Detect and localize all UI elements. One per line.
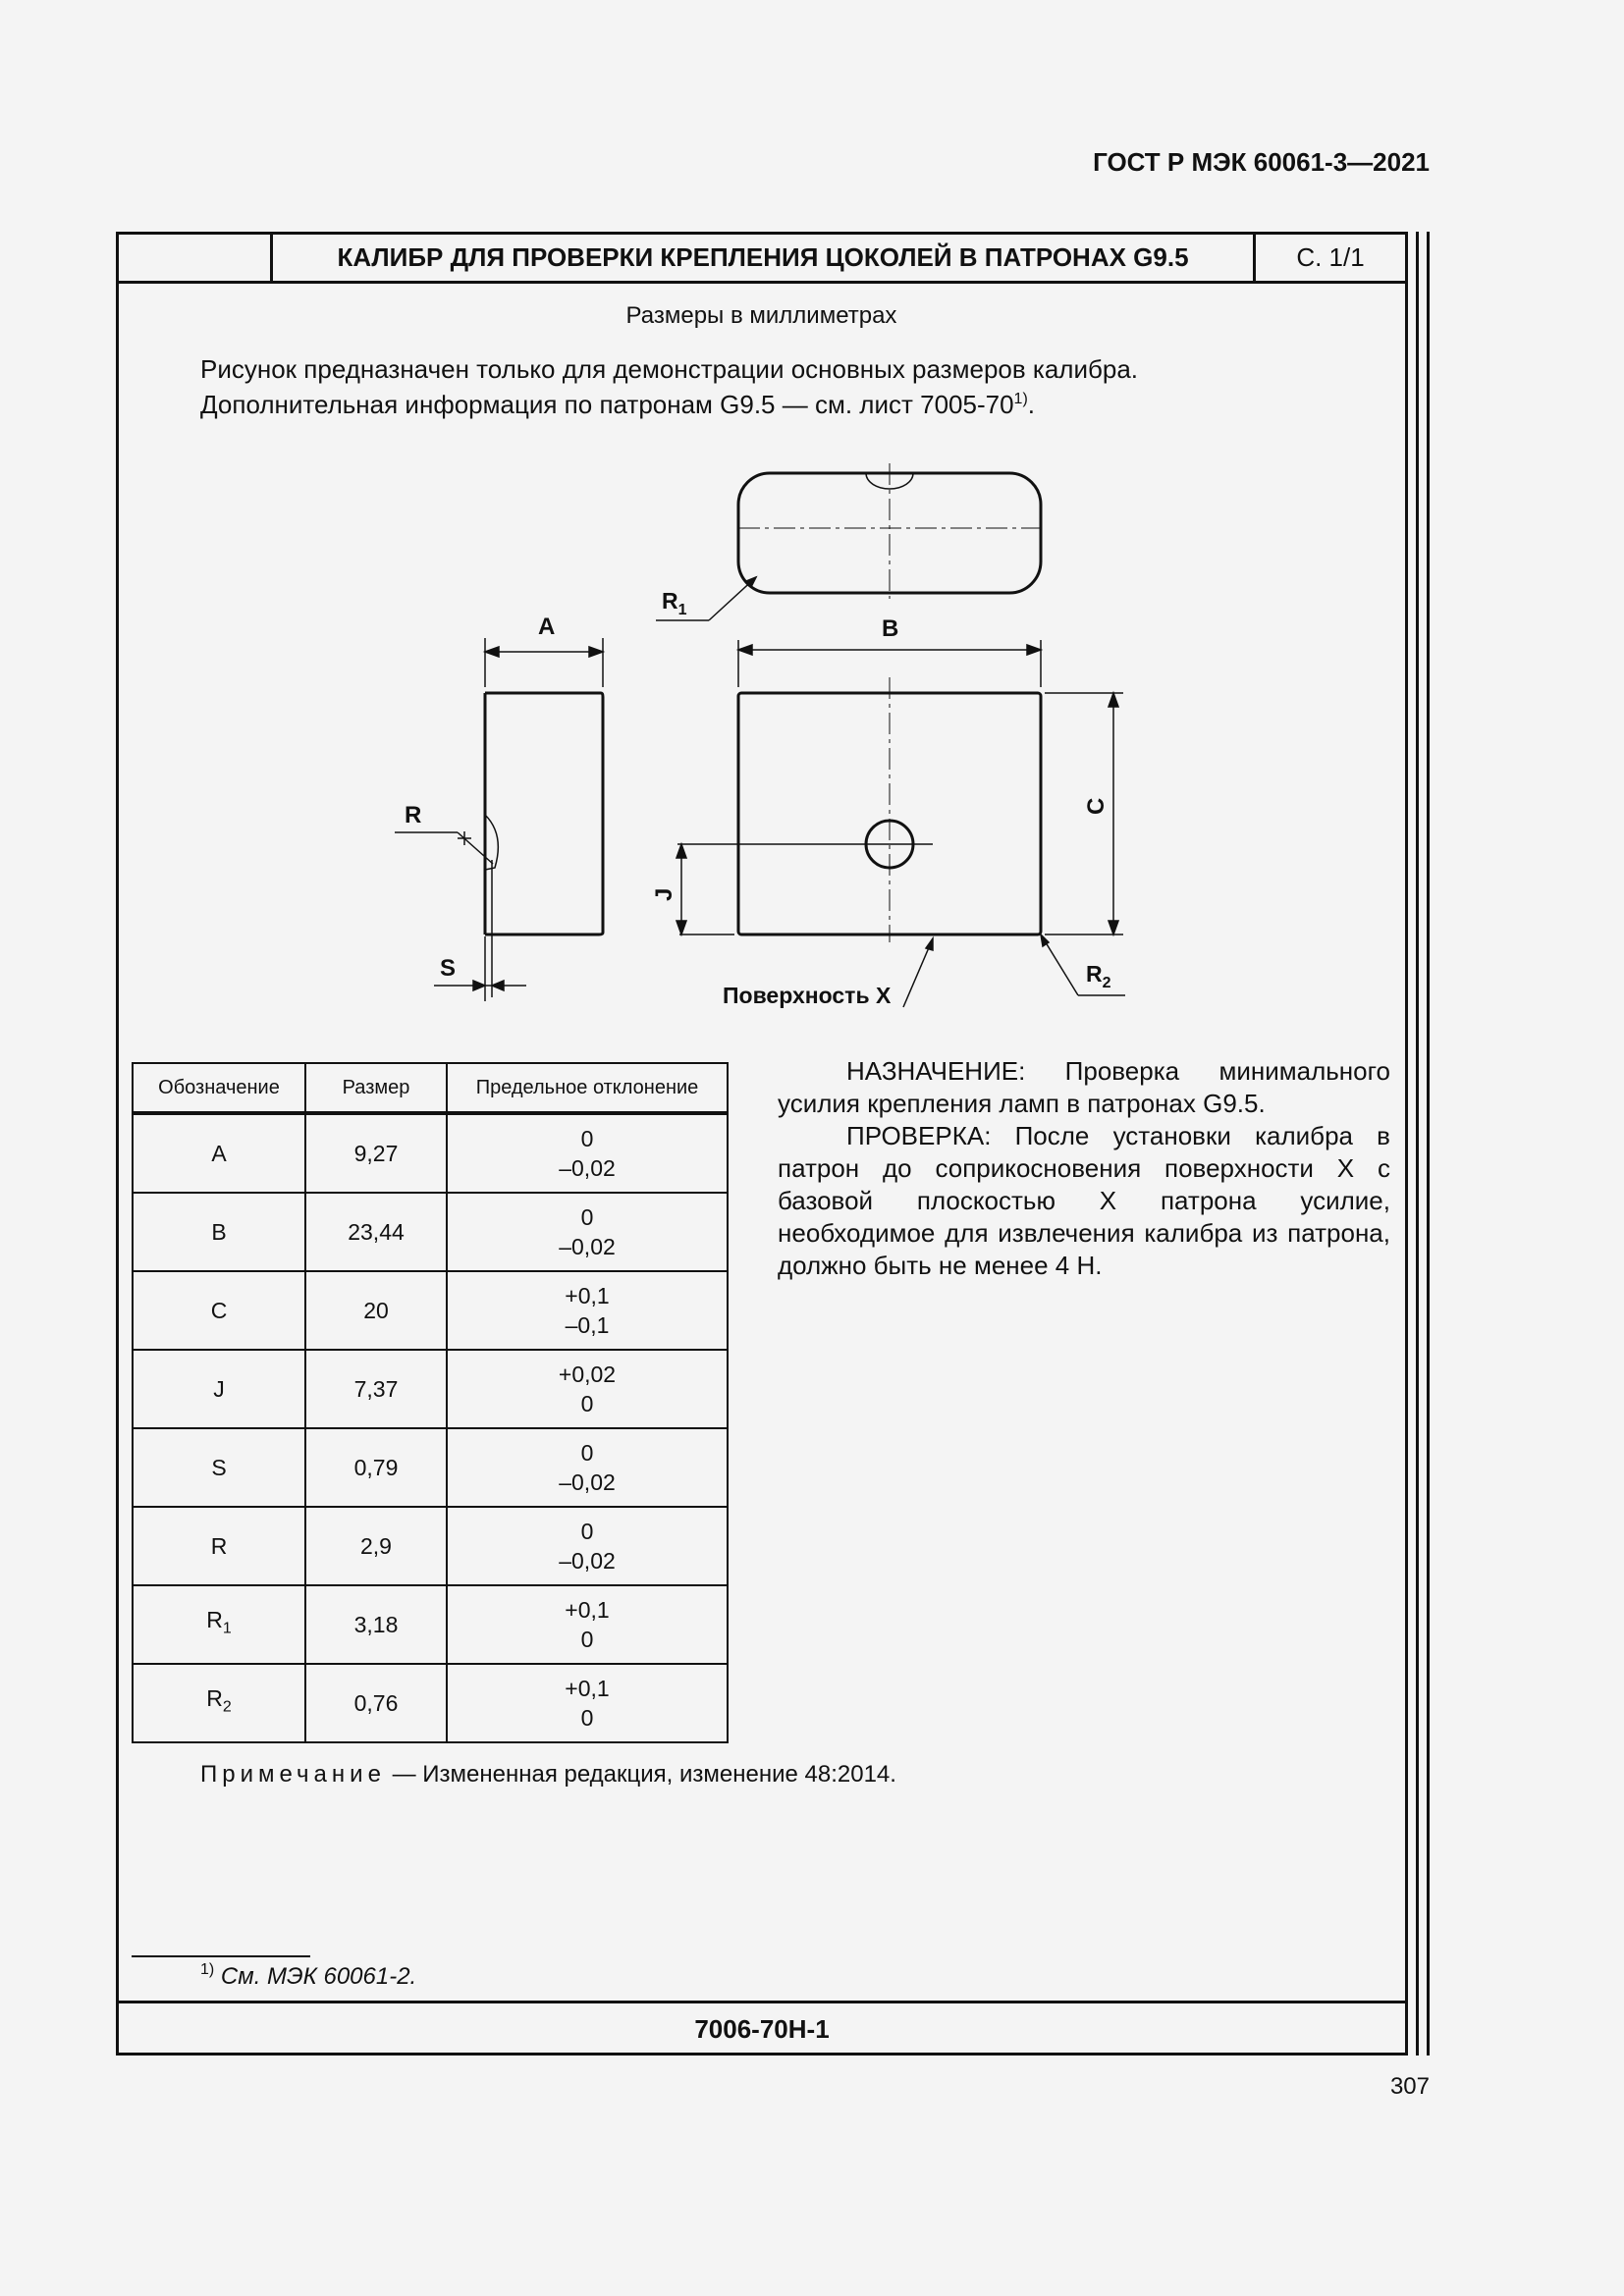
table-row [133, 1113, 728, 1193]
footnote-ref: 1) [1013, 391, 1028, 407]
cell-tolerance [447, 1428, 728, 1507]
tolerance-upper: 0 [580, 1519, 594, 1544]
tolerance-lower: –0,02 [559, 1234, 616, 1259]
frame-double-bar [1427, 232, 1430, 2056]
label-a: A [538, 614, 556, 640]
cell-symbol [133, 1664, 305, 1742]
table-body [133, 1113, 728, 1742]
symbol-base: J [213, 1376, 225, 1402]
purpose-paragraph: НАЗНАЧЕНИЕ: Проверка минимального усилия крепления ламп в патронах G9.5. [778, 1056, 1390, 1118]
front-view [677, 677, 1041, 942]
dim-j [677, 844, 734, 934]
label-c: C [1083, 797, 1110, 815]
check-paragraph: ПРОВЕРКА: После установки калибра в патрон до соприкосновения поверхности X с базовой плоскостью X патрона усилие, необходимое для извлечения калибра из патрона, должно быть не менее 4 Н. [778, 1121, 1390, 1280]
symbol-subscript: 2 [222, 1698, 232, 1716]
cell-tolerance [447, 1271, 728, 1350]
tolerance-upper: 0 [580, 1204, 594, 1230]
label-b: B [882, 615, 899, 642]
units-caption: Размеры в миллиметрах [625, 302, 897, 329]
page-number: 307 [1389, 2073, 1430, 2100]
cell-size: 23,44 [305, 1193, 447, 1271]
table-row [133, 1350, 728, 1428]
side-view [485, 693, 603, 997]
symbol-base: S [211, 1455, 227, 1480]
cell-size: 0,79 [305, 1428, 447, 1507]
table-row [133, 1507, 728, 1585]
col-header-symbol: Обозначение [133, 1063, 305, 1113]
note-label: Примечание [200, 1761, 386, 1788]
cell-tolerance [447, 1350, 728, 1428]
cell-symbol [133, 1350, 305, 1428]
cell-tolerance [447, 1664, 728, 1742]
note [200, 1761, 896, 1789]
tolerance-lower: 0 [580, 1391, 594, 1416]
cell-size: 3,18 [305, 1585, 447, 1664]
symbol-base: C [210, 1298, 228, 1323]
symbol-base: A [211, 1141, 227, 1166]
cell-tolerance [447, 1507, 728, 1585]
tolerance-lower: 0 [580, 1627, 594, 1652]
sheet-code: 7006-70Н-1 [694, 2014, 830, 2044]
intro-line-2 [200, 387, 1300, 422]
symbol-base: R [206, 1607, 223, 1633]
dimensions-table [132, 1062, 729, 1743]
tolerance-upper: 0 [580, 1440, 594, 1466]
dim-a [485, 638, 603, 687]
cell-tolerance [447, 1193, 728, 1271]
cell-size: 9,27 [305, 1113, 447, 1193]
label-r1: $R_1$ [662, 588, 687, 618]
gauge-drawing [383, 452, 1149, 1021]
note-text: — Измененная редакция, изменение 48:2014. [385, 1761, 896, 1788]
label-r2: $R_2$ [1086, 961, 1111, 991]
table-row [133, 1428, 728, 1507]
tolerance-lower: –0,02 [559, 1155, 616, 1181]
frame-double-bar [1416, 232, 1419, 2056]
footer-row-divider [116, 2001, 1408, 2003]
symbol-base: B [211, 1219, 227, 1245]
col-header-size: Размер [305, 1063, 447, 1113]
cell-tolerance [447, 1585, 728, 1664]
cell-size: 7,37 [305, 1350, 447, 1428]
tolerance-lower: –0,02 [559, 1548, 616, 1574]
tolerance-lower: 0 [580, 1705, 594, 1731]
top-view [738, 463, 1041, 599]
title-row-divider [116, 281, 1408, 284]
footnote-mark: 1) [200, 1961, 215, 1978]
intro-text [200, 351, 1300, 422]
intro-line-1: Рисунок предназначен только для демонстрации основных размеров калибра. [200, 354, 1139, 384]
tolerance-upper: +0,1 [565, 1597, 610, 1623]
table-row [133, 1271, 728, 1350]
tolerance-upper: +0,02 [558, 1362, 617, 1387]
tolerance-lower: –0,02 [559, 1469, 616, 1495]
footnote-text: См. МЭК 60061-2. [214, 1963, 417, 1990]
tolerance-upper: +0,1 [565, 1283, 610, 1308]
cell-tolerance [447, 1113, 728, 1193]
cell-symbol [133, 1193, 305, 1271]
cell-symbol [133, 1113, 305, 1193]
label-j: J [651, 887, 677, 901]
tolerance-upper: +0,1 [565, 1676, 610, 1701]
intro-line-2-text: Дополнительная информация по патронам G9.5 — см. лист 7005-70 [200, 390, 1014, 419]
r-leader [395, 831, 493, 864]
r2-leader [1041, 934, 1125, 995]
surface-x-leader [903, 938, 933, 1007]
symbol-base: R [210, 1533, 228, 1559]
cell-symbol [133, 1585, 305, 1664]
tolerance-upper: 0 [580, 1126, 594, 1151]
col-header-tolerance: Предельное отклонение [447, 1063, 728, 1113]
intro-line-2-end: . [1027, 390, 1036, 419]
cell-size: 20 [305, 1271, 447, 1350]
footnote-rule [132, 1955, 310, 1957]
footnote [200, 1963, 416, 1991]
table-row [133, 1193, 728, 1271]
cell-symbol [133, 1507, 305, 1585]
cell-symbol [133, 1428, 305, 1507]
symbol-base: R [206, 1685, 223, 1712]
label-surface-x: Поверхность X [723, 983, 892, 1008]
sheet-title: КАЛИБР ДЛЯ ПРОВЕРКИ КРЕПЛЕНИЯ ЦОКОЛЕЙ В ПАТРОНАХ G9.5 [337, 242, 1189, 272]
symbol-subscript: 1 [222, 1620, 232, 1637]
purpose-text [778, 1055, 1390, 1282]
cell-symbol [133, 1271, 305, 1350]
label-r: R [405, 802, 422, 828]
standard-code: ГОСТ Р МЭК 60061-3—2021 [1093, 147, 1430, 177]
table-header-row [133, 1063, 728, 1113]
cell-size: 0,76 [305, 1664, 447, 1742]
cell-size: 2,9 [305, 1507, 447, 1585]
table-row [133, 1585, 728, 1664]
label-s: S [440, 955, 457, 982]
tolerance-lower: –0,1 [565, 1312, 610, 1338]
table-row [133, 1664, 728, 1742]
sheet-page: С. 1/1 [1296, 242, 1365, 272]
